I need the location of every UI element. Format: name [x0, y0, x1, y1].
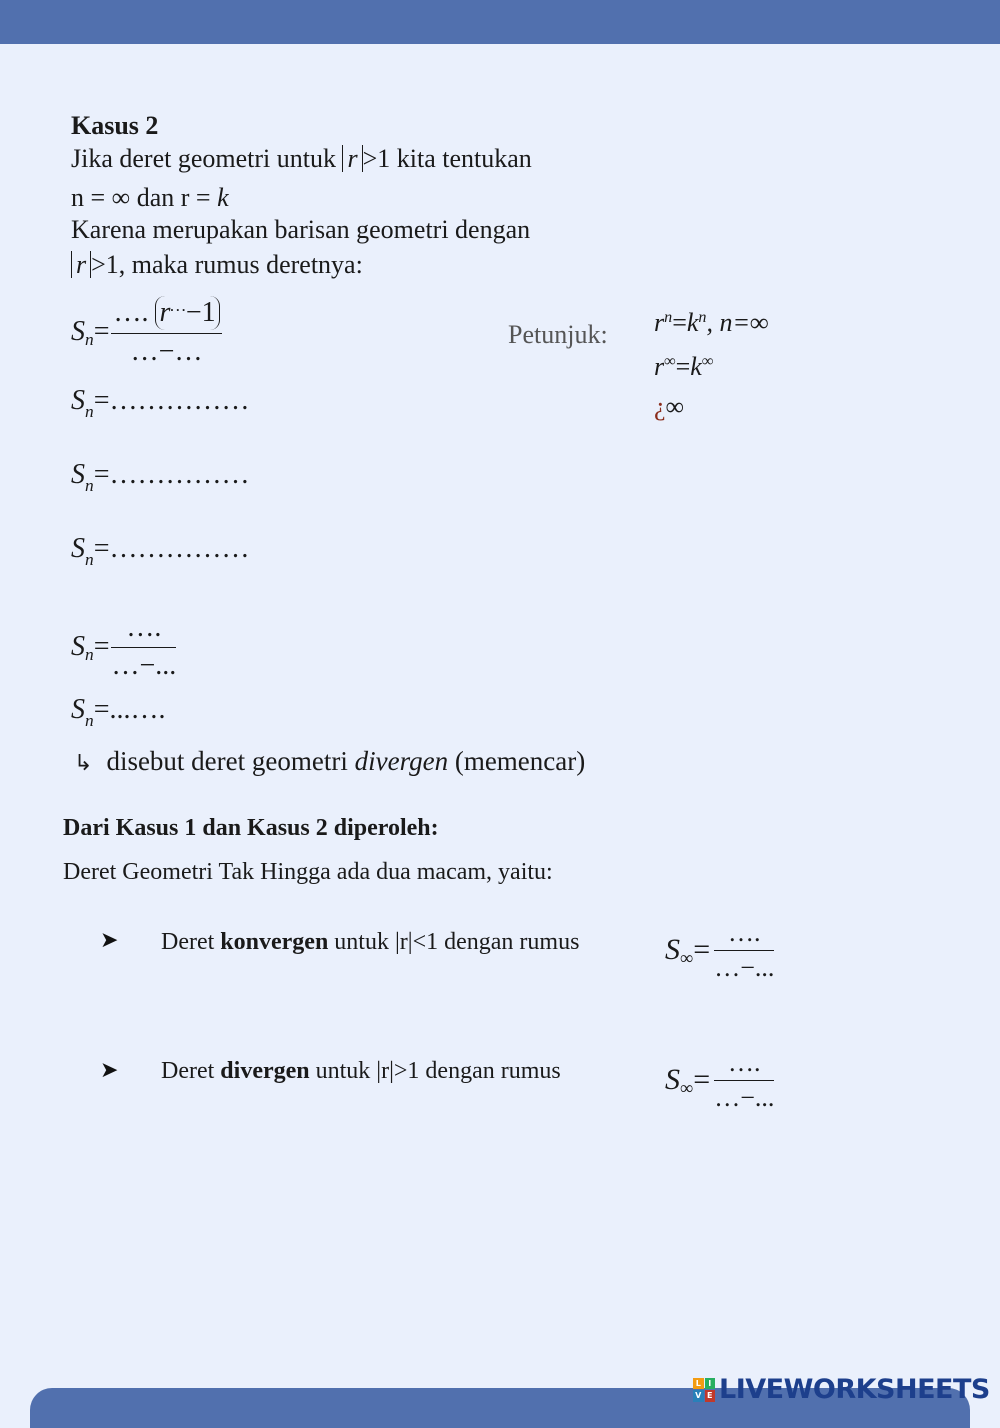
divergen-fraction — [714, 1048, 774, 1113]
formula-S: S — [71, 385, 85, 416]
bullet-divergen — [161, 1058, 561, 1085]
formula-S: S — [71, 315, 85, 347]
formula-inf-sub: ∞ — [680, 947, 694, 969]
konvergen-fraction — [714, 918, 774, 983]
bullet-arrow-icon: ➤ — [100, 1058, 119, 1083]
bullet-konvergen-formula — [665, 918, 774, 983]
conclusion-subtitle: Deret Geometri Tak Hingga ada dua macam, yaitu: — [63, 859, 553, 885]
intro-line-1-post: kita tentukan — [396, 144, 532, 173]
konvergen-denominator: …−... — [714, 952, 775, 982]
num-exp: … — [170, 296, 186, 316]
formula-n: n — [85, 710, 94, 730]
formula-S: S — [71, 631, 85, 663]
logo-badge-letter: I — [705, 1378, 716, 1390]
divergen-numerator: …. — [714, 1048, 774, 1081]
formula-n: n — [85, 549, 94, 569]
num-r: r — [159, 297, 171, 328]
num-dots: …. — [113, 297, 149, 328]
fraction-1-denominator: …−… — [130, 335, 203, 367]
bullet-konvergen — [161, 929, 579, 956]
formula-S: S — [665, 933, 680, 967]
logo-badge-icon — [693, 1378, 715, 1402]
intro-line-1 — [71, 144, 532, 174]
paren-group — [155, 296, 219, 330]
bullet-pre: Deret — [161, 1058, 221, 1084]
top-banner — [0, 0, 1000, 44]
logo-text: LIVEWORKSHEETS — [719, 1374, 990, 1405]
divergen-note — [74, 746, 585, 777]
fraction-5-denominator: …−... — [111, 650, 177, 682]
hint-eq: = — [672, 308, 687, 337]
hint-eq-2: = — [675, 352, 691, 381]
note-em: divergen — [354, 746, 449, 776]
hint-line-1 — [654, 308, 769, 338]
logo-badge-letter: E — [705, 1390, 716, 1402]
formula-S: S — [71, 533, 85, 564]
fraction-1-numerator — [111, 296, 221, 334]
num-minus-one: −1 — [185, 297, 216, 328]
bullet-post: untuk |r|>1 dengan rumus — [309, 1058, 561, 1084]
intro-line-2 — [71, 183, 229, 213]
hint-label: Petunjuk: — [508, 320, 608, 349]
hint-question: ¿ — [654, 392, 666, 421]
intro-line-3: Karena merupakan barisan geometri dengan — [71, 215, 531, 244]
intro-line-4 — [71, 250, 363, 280]
formula-step-4 — [71, 533, 250, 569]
intro-line-1-pre: Jika deret geometri untuk — [71, 144, 336, 173]
formula-dots: …………… — [109, 385, 250, 416]
abs-r-2: r — [71, 251, 91, 278]
liveworksheets-logo[interactable] — [693, 1374, 990, 1405]
konvergen-numerator: …. — [714, 918, 774, 951]
logo-badge-letter: V — [693, 1390, 704, 1402]
formula-eq: = — [93, 459, 110, 490]
intro-line-4-text: >1, maka rumus deretnya: — [91, 250, 363, 279]
formula-eq: = — [93, 315, 110, 347]
formula-step-1 — [71, 296, 222, 368]
formula-step-3 — [71, 459, 250, 495]
formula-S: S — [665, 1063, 680, 1097]
formula-eq: = — [93, 694, 110, 725]
formula-eq: = — [693, 933, 711, 967]
bullet-bold: divergen — [220, 1058, 310, 1084]
hint-rest: , n=∞ — [706, 308, 769, 337]
hint-line-2 — [654, 352, 713, 382]
formula-step-5 — [71, 612, 176, 682]
formula-eq: = — [93, 533, 110, 564]
bullet-arrow-icon: ➤ — [100, 928, 119, 953]
hint-r: r — [654, 308, 665, 337]
hint-k: k — [686, 308, 699, 337]
heading: Kasus 2 — [71, 111, 159, 140]
formula-n: n — [85, 644, 94, 664]
hint-n: n — [664, 309, 673, 327]
bullet-post: untuk |r|<1 dengan rumus — [328, 929, 580, 955]
hint-k-2: k — [690, 352, 702, 381]
formula-step-2 — [71, 385, 250, 421]
intro-cond: >1 — [362, 144, 391, 173]
conclusion-title: Dari Kasus 1 dan Kasus 2 diperoleh: — [63, 815, 439, 841]
bullet-divergen-formula — [665, 1048, 774, 1113]
note-pre: disebut deret geometri — [106, 746, 355, 776]
formula-eq: = — [693, 1063, 711, 1097]
return-arrow-icon: ↳ — [74, 751, 93, 776]
formula-S: S — [71, 459, 85, 490]
formula-last: ...…. — [109, 694, 166, 725]
formula-eq: = — [93, 385, 110, 416]
fraction-5 — [111, 612, 176, 682]
formula-n: n — [85, 329, 94, 349]
intro-line-2-k: k — [217, 183, 229, 212]
formula-inf-sub: ∞ — [680, 1077, 694, 1099]
hint-r-2: r — [654, 352, 665, 381]
formula-n: n — [85, 475, 94, 495]
hint-line-3 — [654, 392, 684, 422]
intro-line-2-text: n = ∞ dan r = — [71, 183, 218, 212]
logo-badge-letter: L — [693, 1378, 704, 1390]
hint-infinity: ∞ — [665, 392, 685, 421]
fraction-5-numerator: …. — [111, 612, 176, 648]
hint-inf-2: ∞ — [701, 353, 714, 371]
formula-S: S — [71, 694, 85, 725]
formula-eq: = — [93, 631, 110, 663]
bullet-bold: konvergen — [220, 929, 329, 955]
abs-r: r — [342, 145, 362, 172]
note-post: (memencar) — [448, 746, 586, 776]
formula-step-6 — [71, 694, 166, 730]
fraction-1 — [111, 296, 221, 368]
formula-dots: …………… — [109, 533, 250, 564]
bullet-pre: Deret — [161, 929, 221, 955]
formula-dots: …………… — [109, 459, 250, 490]
hint-inf: ∞ — [664, 353, 676, 371]
divergen-denominator: …−... — [714, 1082, 775, 1112]
formula-n: n — [85, 401, 94, 421]
hint-n2: n — [698, 309, 707, 327]
